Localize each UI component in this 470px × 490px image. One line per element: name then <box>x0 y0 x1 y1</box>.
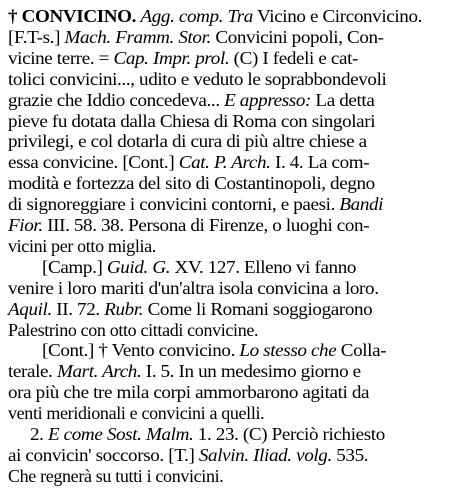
entry-line <box>8 466 223 486</box>
entry-line <box>8 131 367 151</box>
entry-text: Vicino e Circonvicino. <box>252 6 423 26</box>
entry-text: 2. <box>30 424 48 444</box>
entry-text: Come li Romani soggiogarono <box>143 298 373 319</box>
citation-text: Salvin. Iliad. volg. <box>198 444 332 465</box>
entry-line <box>8 48 358 68</box>
entry-text: tolici convicini..., udito e veduto le soprabbondevoli <box>8 68 387 89</box>
entry-text: vicini per otto miglia. <box>8 235 156 256</box>
entry-line <box>8 173 375 193</box>
entry-text: pieve fu dotata dalla Chiesa di Roma con singolari <box>8 110 376 131</box>
entry-text: 1. 23. (C) Perciò richiesto <box>193 424 385 444</box>
entry-text: I. 5. In un medesimo giorno e <box>141 361 361 382</box>
citation-text: E come Sost. Malm. <box>47 424 194 444</box>
entry-text: di signoreggiare i convicini contorni, e paesi. <box>8 194 340 215</box>
citation-text: Cat. P. Arch. <box>178 152 271 173</box>
entry-text: Che regnerà su tutti i convicini. <box>8 465 224 486</box>
entry-text: [Cont.] † Vento convicino. <box>42 340 240 361</box>
entry-line <box>8 27 384 47</box>
entry-text: Palestrino con otto cittadi convicine. <box>8 319 259 340</box>
entry-text: venire i loro mariti d'un'altra isola convicina a loro. <box>8 277 379 298</box>
entry-line <box>42 340 386 360</box>
entry-text: Convicini popoli, Con- <box>210 26 384 47</box>
entry-text: ora più che tre mila corpi ammorbarono agitati da <box>8 382 370 403</box>
entry-text: terale. <box>8 361 57 382</box>
entry-line <box>8 69 386 89</box>
citation-text: Rubr. <box>104 298 144 319</box>
entry-text: Colla- <box>336 340 387 361</box>
citation-text: Mart. Arch. <box>56 361 142 382</box>
entry-line <box>8 403 264 423</box>
entry-line <box>8 320 258 340</box>
entry-text: [F.T-s.] <box>8 26 65 47</box>
entry-text: modità e fortezza del sito di Costantinopoli, degno <box>8 173 375 194</box>
entry-line <box>8 278 379 298</box>
entry-line <box>8 6 422 26</box>
citation-text: Agg. comp. Tra <box>140 6 253 26</box>
entry-line <box>8 152 369 172</box>
entry-text: grazie che Iddio concedeva... <box>8 89 225 110</box>
citation-text: Bandi <box>339 194 384 215</box>
entry-line <box>8 361 361 381</box>
entry-text: essa convicine. [Cont.] <box>8 152 179 173</box>
citation-text: Guid. G. <box>106 256 171 277</box>
entry-line <box>8 194 383 214</box>
citation-text: Mach. Framm. Stor. <box>64 26 211 47</box>
entry-text: [Camp.] <box>42 256 107 277</box>
headword: † CONVICINO. <box>8 6 141 26</box>
entry-line <box>8 215 369 235</box>
entry-text: ai convicin' soccorso. [T.] <box>8 444 199 465</box>
entry-text: I. 4. La com- <box>270 152 370 173</box>
citation-text: Aquil. <box>8 298 52 319</box>
entry-text: privilegi, e col dotarla di cura di più altre chiese a <box>8 131 367 152</box>
entry-line <box>8 236 156 256</box>
entry-text: II. 72. <box>51 298 105 319</box>
entry-line <box>8 382 369 402</box>
citation-text: Fior. <box>8 215 43 235</box>
entry-text: La detta <box>311 89 375 110</box>
entry-text: XV. 127. Elleno vi fanno <box>170 256 357 277</box>
entry-line <box>8 445 368 465</box>
citation-text: Cap. Impr. prol. <box>113 47 230 68</box>
entry-text: III. 58. 38. Persona di Firenze, o luoghi con- <box>42 215 370 235</box>
entry-line <box>8 299 372 319</box>
citation-text: E appresso: <box>224 89 312 110</box>
entry-line <box>8 90 374 110</box>
entry-text: 535. <box>331 444 369 465</box>
entry-line <box>42 257 356 277</box>
entry-text: venti meridionali e convicini a quelli. <box>8 403 265 424</box>
entry-line <box>30 424 385 444</box>
entry-line <box>8 111 375 131</box>
citation-text: Lo stesso che <box>239 340 337 361</box>
entry-text: (C) I fedeli e cat- <box>229 47 358 68</box>
entry-text: vicine terre. = <box>8 47 114 68</box>
